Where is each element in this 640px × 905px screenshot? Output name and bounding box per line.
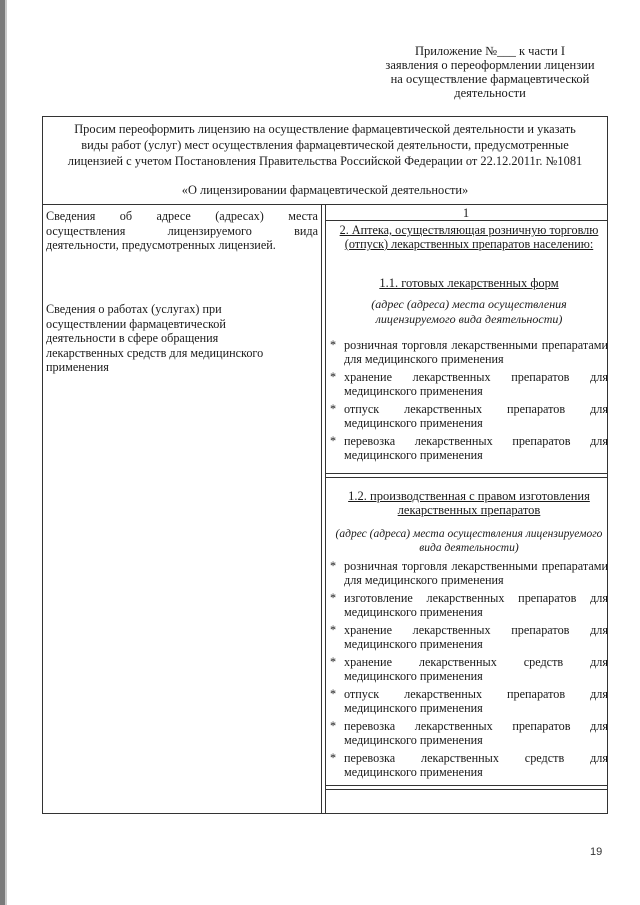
work-item: * изготовление лекарственных препаратов для медицинского применения	[330, 591, 608, 619]
address-note: (адрес (адреса) места осуществления лицензируемого вида деятельности)	[371, 297, 567, 326]
pharmacy-type-text: 2. Аптека, осуществляющая розничную торговлю (отпуск) лекарственных препаратов населению:	[339, 223, 599, 251]
appendix-line: Приложение №___ к части I	[414, 44, 566, 58]
bullet-icon: *	[330, 655, 337, 669]
bullet-icon: *	[330, 751, 337, 765]
appendix-line: заявления о переоформлении лицензии	[385, 58, 595, 72]
bullet-icon: *	[330, 687, 337, 701]
work-item: * хранение лекарственных препаратов для медицинского применения	[330, 623, 608, 651]
request-line: Просим переоформить лицензию на осуществление фармацевтической деятельности и указать	[74, 122, 576, 136]
work-item: * перевозка лекарственных средств для медицинского применения	[330, 751, 608, 779]
bullet-icon: *	[330, 559, 337, 573]
section-heading: 1.2. производственная с правом изготовления лекарственных препаратов	[348, 489, 590, 517]
column-divider-inner	[325, 204, 326, 814]
appendix-line: на осуществление фармацевтической	[390, 72, 590, 86]
work-item: * отпуск лекарственных препаратов для медицинского применения	[330, 687, 608, 715]
address-label-row2	[46, 224, 318, 239]
pharmacy-type	[330, 223, 608, 251]
bullet-icon: *	[330, 338, 337, 352]
section-rule	[325, 785, 608, 786]
word: (адресах)	[215, 209, 264, 223]
address-label	[46, 209, 318, 253]
work-item: * хранение лекарственных средств для медицинского применения	[330, 655, 608, 683]
request-line: виды работ (услуг) мест осуществления фармацевтической деятельности, предусмотренные	[81, 138, 569, 152]
word: вида	[294, 223, 318, 238]
bullet-icon: *	[330, 370, 337, 384]
scan-edge-shadow	[5, 0, 7, 905]
bullet-icon: *	[330, 434, 337, 448]
section-production	[330, 489, 608, 779]
word: Сведения	[46, 209, 96, 223]
appendix-line: деятельности	[454, 86, 526, 100]
word: лицензируемого	[167, 223, 252, 238]
section-rule	[325, 473, 608, 474]
request-line: лицензией с учетом Постановления Правительства Российской Федерации от 22.12.2011г. №1081	[67, 154, 583, 168]
work-item: * перевозка лекарственных препаратов для медицинского применения	[330, 719, 608, 747]
word: места	[288, 209, 318, 223]
work-list	[330, 559, 608, 779]
works-label: Сведения о работах (услугах) при осуществлении фармацевтической деятельности в сфере обращения лекарственных средств для медицинского применения	[46, 302, 264, 374]
address-label-row1	[46, 209, 318, 224]
work-item: * перевозка лекарственных препаратов для медицинского применения	[330, 434, 608, 462]
section-rule-inner	[325, 789, 608, 790]
section-rule-inner	[325, 477, 608, 478]
bullet-icon: *	[330, 719, 337, 733]
work-item: * отпуск лекарственных препаратов для медицинского применения	[330, 402, 608, 430]
bullet-icon: *	[330, 402, 337, 416]
work-list	[330, 338, 608, 462]
column-number: 1	[462, 206, 470, 220]
bullet-icon: *	[330, 591, 337, 605]
bullet-icon: *	[330, 623, 337, 637]
request-topic: «О лицензировании фармацевтической деятельности»	[181, 183, 469, 197]
work-item: * хранение лекарственных препаратов для медицинского применения	[330, 370, 608, 398]
address-note: (адрес (адреса) места осуществления лицензируемого вида деятельности)	[335, 528, 603, 554]
word: об	[119, 209, 133, 223]
work-item: * розничная торговля лекарственными препаратами для медицинского применения	[330, 559, 608, 587]
work-item: * розничная торговля лекарственными препаратами для медицинского применения	[330, 338, 608, 366]
appendix-header	[360, 44, 620, 100]
column-divider	[321, 204, 322, 814]
address-label-row3: деятельности, предусмотренных лицензией.	[46, 238, 276, 252]
request-paragraph	[44, 121, 606, 198]
word: адресе	[156, 209, 191, 223]
section-heading: 1.1. готовых лекарственных форм	[379, 276, 559, 290]
section-ready-forms	[330, 276, 608, 462]
word: осуществления	[46, 223, 126, 238]
page-number: 19	[590, 846, 603, 858]
